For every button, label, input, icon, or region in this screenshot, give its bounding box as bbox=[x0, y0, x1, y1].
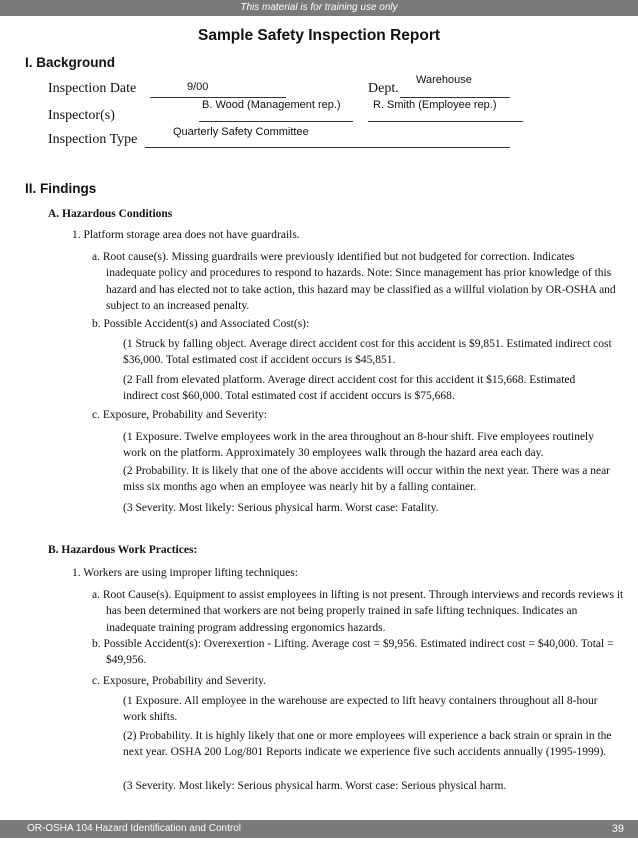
dept-label: Dept. bbox=[368, 81, 399, 96]
condition-accident-2: (2 Fall from elevated platform. Average direct accident cost for this accident it $15,668. Estimated indirect cost $60,000. Total estimated cost if accident occurs is $75,668. bbox=[123, 374, 576, 403]
inspector2-line bbox=[368, 121, 523, 122]
inspector-label: Inspector(s) bbox=[48, 108, 115, 123]
condition-accident-1: (1 Struck by falling object. Average direct accident cost for this accident is $9,851. Estimated indirect cost $36,000. Total estimated cost if accident occurs is $45,851. bbox=[123, 338, 612, 367]
inspection-date-label: Inspection Date bbox=[48, 81, 137, 96]
work-practices-heading: B. Hazardous Work Practices: bbox=[48, 544, 198, 556]
condition-item-1: 1. Platform storage area does not have guardrails. bbox=[72, 229, 300, 241]
inspector1-value: B. Wood (Management rep.) bbox=[202, 99, 341, 111]
practice-exposure: (1 Exposure. All employee in the warehouse are expected to lift heavy containers throughout all 8-hour work shifts. bbox=[123, 695, 598, 724]
inspection-type-label: Inspection Type bbox=[48, 132, 138, 147]
practice-severity: (3 Severity. Most likely: Serious physical harm. Worst case: Serious physical harm. bbox=[123, 780, 507, 792]
section-findings-heading: II. Findings bbox=[25, 181, 97, 196]
inspection-date-line bbox=[150, 97, 286, 98]
practice-probability: (2) Probability. It is highly likely that one or more employees will experience a back strain or sprain in the next year. OSHA 200 Log/801 Reports indicate we experience five such accidents annually (1995-1999). bbox=[123, 730, 612, 759]
condition-eps-heading: c. Exposure, Probability and Severity: bbox=[92, 409, 268, 421]
dept-value: Warehouse bbox=[416, 74, 472, 86]
condition-root-cause: a. Root cause(s). Missing guardrails were previously identified but not budgeted for correction. Indicates inadequate policy and procedures to respond to hazards. Note: Since management has prior knowledge of this hazard and has elected not to take action, this hazard may be classified as a willful violation by OR-OSHA and subject to an increased penalty. bbox=[92, 251, 616, 312]
footer-course-title: OR-OSHA 104 Hazard Identification and Control bbox=[27, 823, 241, 834]
practice-root-cause: a. Root Cause(s). Equipment to assist employees in lifting is not present. Through interviews and records reviews it has been determined that workers are not being properly trained in safe lifting techniques. Indicates an inadequate training program addressing ergonomics hazards. bbox=[92, 589, 624, 634]
hazardous-conditions-heading: A. Hazardous Conditions bbox=[48, 208, 173, 220]
inspector2-value: R. Smith (Employee rep.) bbox=[373, 99, 497, 111]
inspection-type-line bbox=[145, 147, 510, 148]
practice-item-1: 1. Workers are using improper lifting techniques: bbox=[72, 567, 298, 579]
condition-exposure: (1 Exposure. Twelve employees work in the area throughout an 8-hour shift. Five employees routinely work on the platform. Approximately 30 employees walk through the hazard area each day. bbox=[123, 431, 595, 460]
section-background-heading: I. Background bbox=[25, 55, 116, 70]
inspector1-line bbox=[199, 121, 353, 122]
page-number: 39 bbox=[611, 823, 624, 835]
page-footer bbox=[0, 820, 638, 838]
practice-accidents: b. Possible Accident(s): Overexertion - Lifting. Average cost = $9,956. Estimated indirect cost = $40,000. Total = $49,956. bbox=[92, 638, 614, 667]
report-title: Sample Safety Inspection Report bbox=[197, 27, 441, 44]
practice-eps-heading: c. Exposure, Probability and Severity. bbox=[92, 675, 266, 687]
inspection-type-value: Quarterly Safety Committee bbox=[173, 126, 309, 138]
inspection-date-value: 9/00 bbox=[187, 81, 209, 93]
training-banner: This material is for training use only bbox=[0, 0, 638, 16]
dept-line bbox=[400, 97, 510, 98]
condition-probability: (2 Probability. It is likely that one of the above accidents will occur within the next year. There was a near miss six months ago when an employee was nearly hit by a falling container. bbox=[123, 465, 610, 494]
condition-accidents-heading: b. Possible Accident(s) and Associated Cost(s): bbox=[92, 318, 310, 330]
condition-severity: (3 Severity. Most likely: Serious physical harm. Worst case: Fatality. bbox=[123, 502, 439, 514]
